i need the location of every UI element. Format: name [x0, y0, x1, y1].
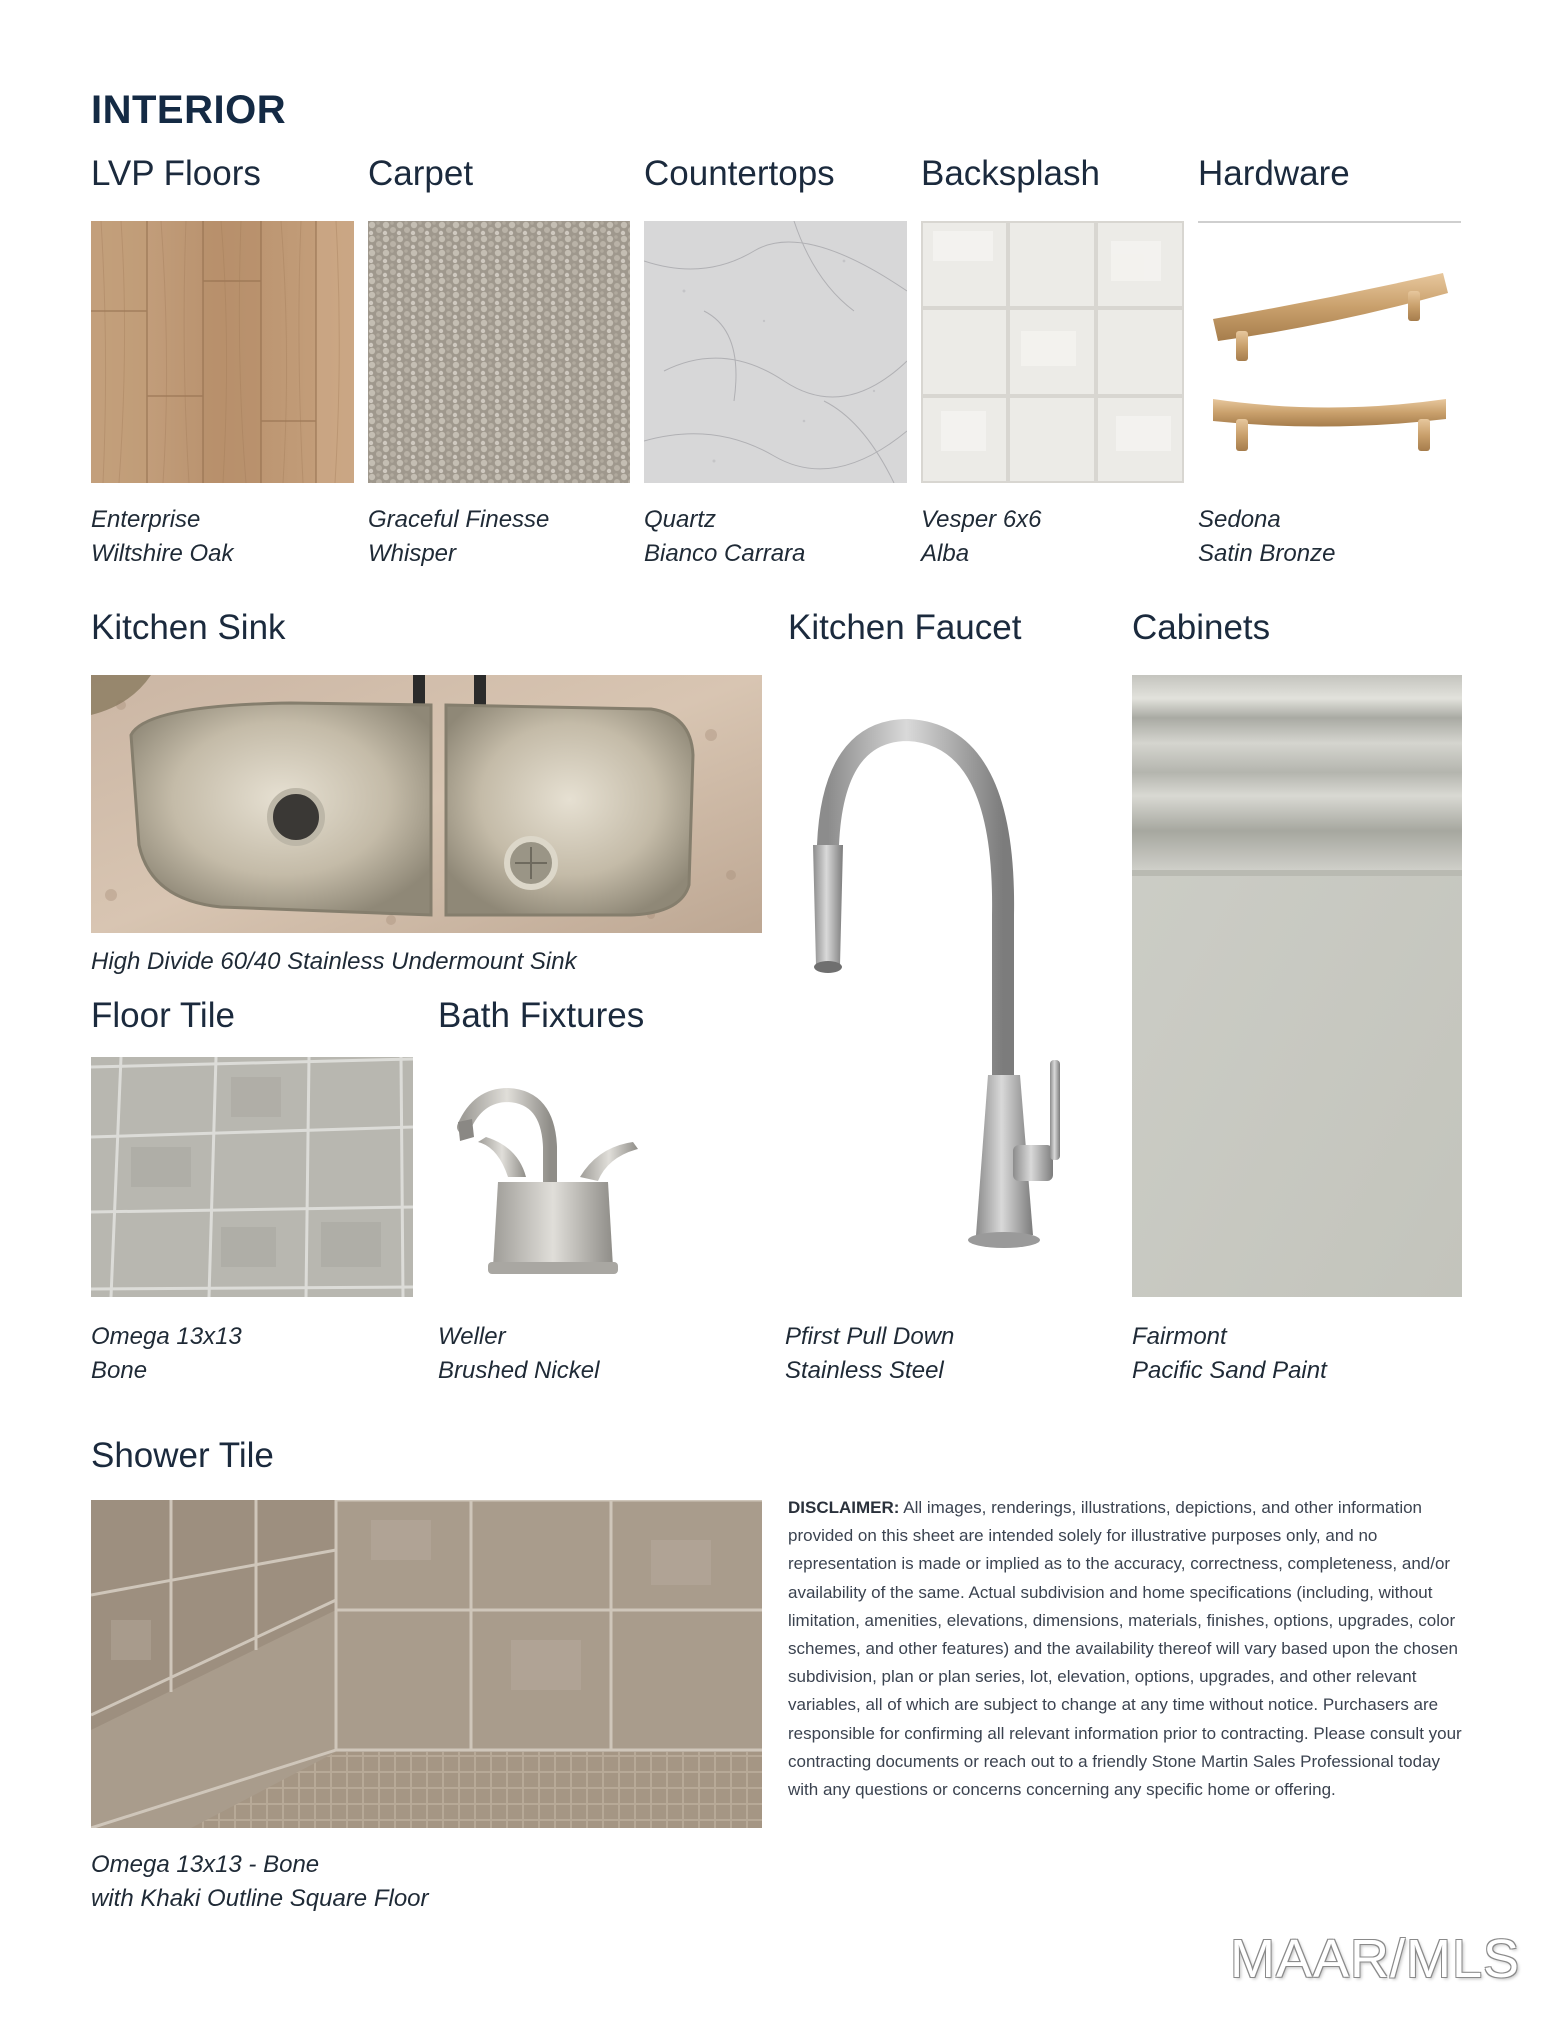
bath-fixtures-style: Weller: [438, 1323, 506, 1350]
backsplash-swatch: [921, 221, 1184, 483]
watermark: MAAR/MLS: [1230, 1929, 1521, 1989]
carpet-brand: Graceful Finesse: [368, 506, 550, 533]
countertop-swatch: [644, 221, 907, 483]
disclaimer: [788, 1494, 1468, 1804]
bath-fixtures-image: [438, 1057, 688, 1297]
hardware-caption: [1198, 503, 1335, 571]
floor-tile-color: Bone: [91, 1357, 148, 1384]
lvp-floor-swatch: [91, 221, 354, 483]
kitchen-sink-image: [91, 675, 762, 933]
bath-fixtures-finish: Brushed Nickel: [438, 1357, 600, 1384]
lvp-floors-caption: [91, 503, 233, 571]
disclaimer-label: DISCLAIMER:: [788, 1498, 900, 1517]
shower-tile-floor: with Khaki Outline Square Floor: [91, 1885, 429, 1912]
shower-tile-caption: [91, 1848, 429, 1916]
backsplash-style: Vesper 6x6: [921, 506, 1042, 533]
bath-fixtures-caption: [438, 1320, 599, 1388]
cabinets-swatch: [1132, 675, 1462, 1297]
cabinets-color: Pacific Sand Paint: [1132, 1357, 1327, 1384]
category-backsplash: Backsplash: [921, 154, 1100, 193]
cabinets-style: Fairmont: [1132, 1323, 1227, 1350]
lvp-floors-color: Wiltshire Oak: [91, 540, 234, 567]
kitchen-sink-caption: High Divide 60/40 Stainless Undermount Sink: [91, 948, 577, 975]
kitchen-faucet-finish: Stainless Steel: [785, 1357, 944, 1384]
category-floor-tile: Floor Tile: [91, 996, 235, 1035]
shower-tile-image: [91, 1500, 762, 1828]
kitchen-faucet-image: [788, 675, 1128, 1295]
lvp-floors-brand: Enterprise: [91, 506, 201, 533]
disclaimer-text: All images, renderings, illustrations, depictions, and other information provided on this sheet are intended solely for illustrative purposes only, and no representation is made or implied as to the accuracy, correctness, completeness, and/or availability of the same. Actual subdivision and home specifications (including, without limitation, amenities, elevations, dimensions, materials, finishes, options, upgrades, color schemes, and other features) and the availability thereof will vary based upon the chosen subdivision, plan or plan series, lot, elevation, options, upgrades, and other relevant variables, all of which are subject to change at any time without notice. Purchasers are responsible for confirming all relevant information prior to contracting. Please consult your contracting documents or reach out to a friendly Stone Martin Sales Professional today with any questions or concerns concerning any specific home or offering.: [788, 1498, 1462, 1800]
backsplash-color: Alba: [921, 540, 970, 567]
carpet-swatch: [368, 221, 630, 483]
carpet-caption: [368, 503, 549, 571]
page-title: INTERIOR: [91, 88, 287, 132]
hardware-swatch: [1198, 221, 1461, 483]
kitchen-faucet-style: Pfirst Pull Down: [785, 1323, 955, 1350]
hardware-finish: Satin Bronze: [1198, 540, 1336, 567]
kitchen-faucet-caption: [785, 1320, 954, 1388]
countertops-material: Quartz: [644, 506, 717, 533]
category-bath-fixtures: Bath Fixtures: [438, 996, 645, 1035]
floor-tile-swatch: [91, 1057, 413, 1297]
cabinets-caption: [1132, 1320, 1327, 1388]
floor-tile-style: Omega 13x13: [91, 1323, 242, 1350]
category-kitchen-faucet: Kitchen Faucet: [788, 608, 1022, 647]
shower-tile-style: Omega 13x13 - Bone: [91, 1851, 320, 1878]
category-countertops: Countertops: [644, 154, 835, 193]
carpet-color: Whisper: [368, 540, 457, 567]
category-hardware: Hardware: [1198, 154, 1350, 193]
backsplash-caption: [921, 503, 1042, 571]
category-carpet: Carpet: [368, 154, 474, 193]
hardware-style: Sedona: [1198, 506, 1281, 533]
category-shower-tile: Shower Tile: [91, 1436, 274, 1475]
countertops-color: Bianco Carrara: [644, 540, 806, 567]
countertops-caption: [644, 503, 805, 571]
category-kitchen-sink: Kitchen Sink: [91, 608, 286, 647]
floor-tile-caption: [91, 1320, 242, 1388]
category-cabinets: Cabinets: [1132, 608, 1271, 647]
category-lvp-floors: LVP Floors: [91, 154, 261, 193]
